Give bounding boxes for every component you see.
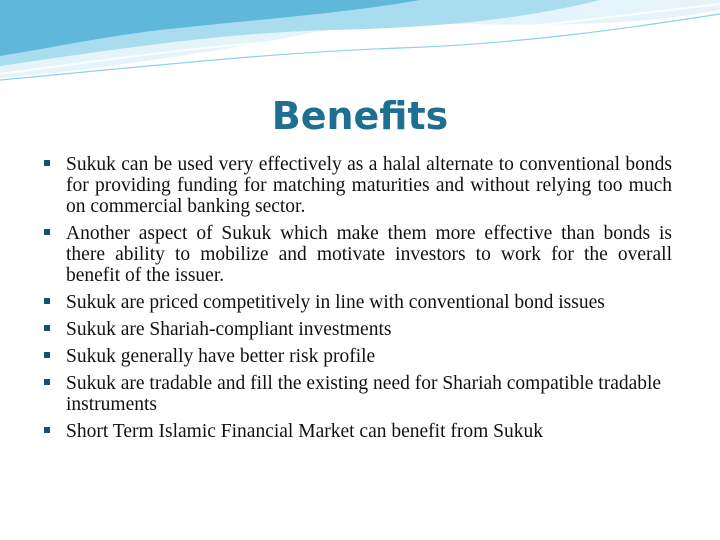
bullet-item <box>44 292 672 313</box>
bullet-item <box>44 373 672 415</box>
square-bullet-icon <box>44 379 50 385</box>
square-bullet-icon <box>44 427 50 433</box>
bullet-text: Sukuk generally have better risk profile <box>66 346 376 367</box>
square-bullet-icon <box>44 229 50 235</box>
slide-title: Benefits <box>271 94 449 138</box>
square-bullet-icon <box>44 160 50 166</box>
square-bullet-icon <box>44 298 50 304</box>
bullet-item <box>44 421 672 442</box>
benefits-bullet-list <box>44 154 672 448</box>
square-bullet-icon <box>44 352 50 358</box>
square-bullet-icon <box>44 325 50 331</box>
bullet-text: Sukuk are Shariah-compliant investments <box>66 319 392 340</box>
bullet-item <box>44 154 672 217</box>
bullet-text: Another aspect of Sukuk which make them more effective than bonds is there ability to mobilize and motivate investors to work for the overall benefit of the issuer. <box>66 223 672 286</box>
decorative-wave-header <box>0 0 720 90</box>
bullet-text: Sukuk can be used very effectively as a halal alternate to conventional bonds for providing funding for matching maturities and without relying too much on commercial banking sector. <box>66 154 672 217</box>
bullet-item <box>44 346 672 367</box>
bullet-text: Short Term Islamic Financial Market can benefit from Sukuk <box>66 421 543 442</box>
bullet-item <box>44 319 672 340</box>
bullet-text: Sukuk are tradable and fill the existing need for Shariah compatible tradable instruments <box>66 373 662 415</box>
bullet-item <box>44 223 672 286</box>
bullet-text: Sukuk are priced competitively in line with conventional bond issues <box>66 292 605 313</box>
